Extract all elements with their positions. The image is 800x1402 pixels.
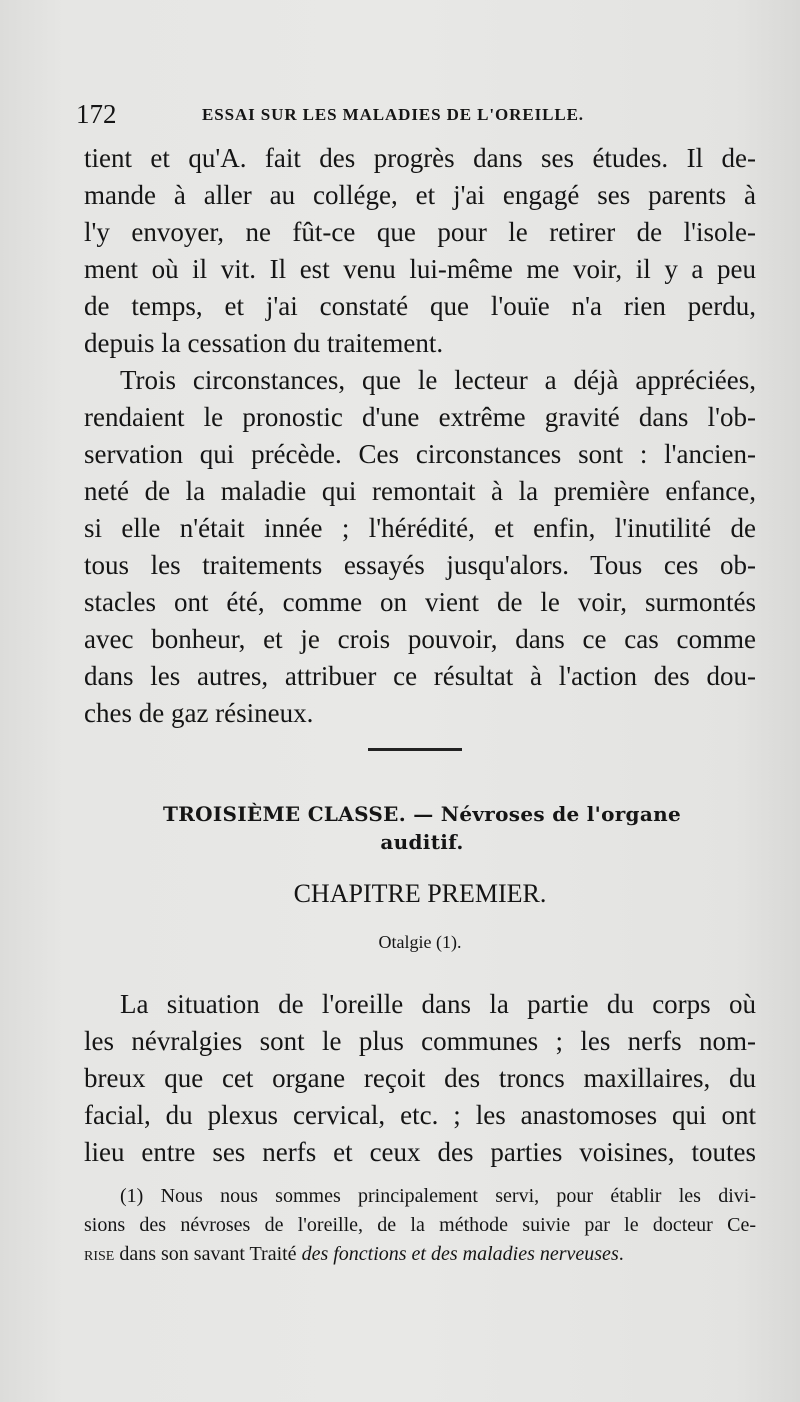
text-line: lieu entre ses nerfs et ceux des parties voisines, toutes: [84, 1137, 756, 1167]
chapter-title: CHAPITRE PREMIER.: [293, 879, 547, 908]
chapter-subtitle: Otalgie (1).: [378, 932, 462, 952]
author-name: rise: [84, 1243, 115, 1265]
text-line: ment où il vit. Il est venu lui-même me voir, il y a peu: [84, 254, 756, 284]
footnote-line: (1) Nous nous sommes principalement servi, pour établir les divi-: [120, 1185, 756, 1207]
text-line: l'y envoyer, ne fût-ce que pour le retirer de l'isole-: [84, 217, 756, 247]
text-line: stacles ont été, comme on vient de le voir, surmontés: [84, 587, 756, 617]
text-line: La situation de l'oreille dans la partie du corps où: [120, 989, 756, 1019]
book-title: des fonctions et des maladies nerveuses: [301, 1243, 619, 1265]
footnote-period: .: [618, 1243, 624, 1265]
text-line: mande à aller au collége, et j'ai engagé ses parents à: [84, 180, 756, 210]
page-number: 172: [76, 99, 117, 129]
main-text: [84, 140, 756, 732]
text-line: Trois circonstances, que le lecteur a déjà appréciées,: [120, 365, 756, 395]
text-line: facial, du plexus cervical, etc. ; les anastomoses qui ont: [84, 1100, 756, 1130]
section-divider: [368, 748, 462, 751]
text-line: tient et qu'A. fait des progrès dans ses études. Il de-: [84, 143, 756, 173]
page-header: [76, 96, 756, 132]
text-line: rendaient le pronostic d'une extrême gravité dans l'ob-: [84, 402, 756, 432]
footnote-line-last: [84, 1240, 756, 1269]
text-line: tous les traitements essayés jusqu'alors. Tous ces ob-: [84, 550, 756, 580]
text-line: de temps, et j'ai constaté que l'ouïe n'a rien perdu,: [84, 291, 756, 321]
text-line: servation qui précède. Ces circonstances sont : l'ancien-: [84, 439, 756, 469]
text-line: les névralgies sont le plus communes ; les nerfs nom-: [84, 1026, 756, 1056]
section-heading-line2: auditif.: [380, 830, 464, 854]
text-line: si elle n'était innée ; l'hérédité, et enfin, l'inutilité de: [84, 513, 756, 543]
footnote-line: sions des névroses de l'oreille, de la méthode suivie par le docteur Ce-: [84, 1214, 756, 1236]
section-heading: [112, 800, 732, 856]
text-line: dans les autres, attribuer ce résultat à l'action des dou-: [84, 661, 756, 691]
text-line: neté de la maladie qui remontait à la première enfance,: [84, 476, 756, 506]
running-title: ESSAI SUR LES MALADIES DE L'OREILLE.: [202, 105, 584, 124]
text-line: avec bonheur, et je crois pouvoir, dans ce cas comme: [84, 624, 756, 654]
text-line: depuis la cessation du traitement.: [84, 328, 444, 358]
text-line: ches de gaz résineux.: [84, 698, 314, 728]
text-line: breux que cet organe reçoit des troncs maxillaires, du: [84, 1063, 756, 1093]
section-heading-line1: TROISIÈME CLASSE. — Névroses de l'organe: [163, 802, 681, 826]
footnote-text: dans son savant Traité: [114, 1243, 302, 1265]
footnote: [84, 1182, 756, 1269]
chapter-text: [84, 986, 756, 1171]
